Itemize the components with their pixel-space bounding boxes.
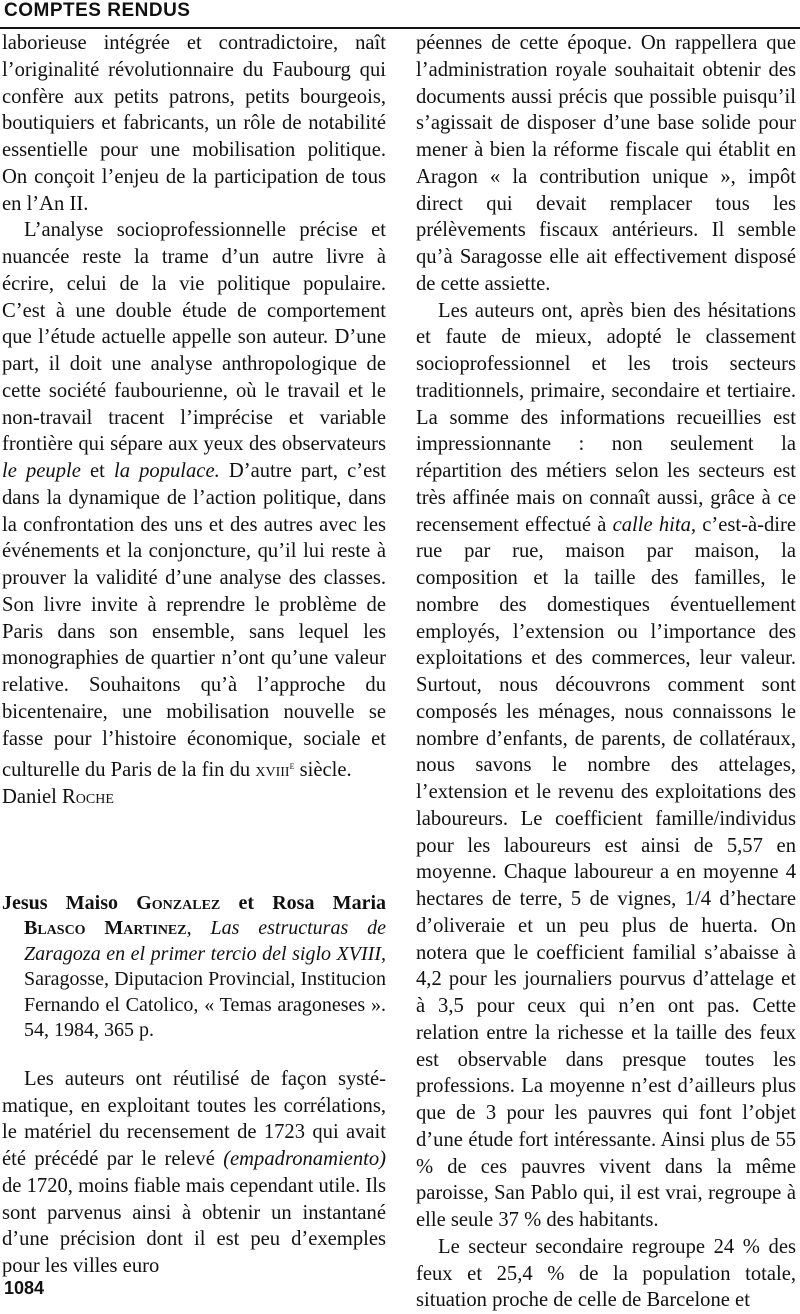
right-paragraph-3: Le secteur secondaire regroupe 24 % des feux et 25,4 % de la population totale, situation proche de celle de Barcelone et — [416, 1235, 796, 1312]
review-authors-c: et Rosa Maria — [220, 891, 386, 914]
left-p3-text-b: de 1720, moins fiable mais cependant utile. Ils sont parvenus ainsi à obtenir un instantané d’une précision dont il est peu d’exemples pour les villes euro — [2, 1174, 386, 1277]
header-rule — [0, 27, 800, 29]
right-paragraph-2 — [416, 298, 796, 1234]
left-p2-italic-peuple: le peuple — [2, 460, 81, 482]
left-p2-text-c: D’autre part, c’est dans la dynamique de l’action politique, dans la confrontation des uns et des autres avec les événements et la conjoncture, qu’il lui reste à prouver la validité d’une analyse des classes. Son livre invite à reprendre le problème de Paris dans son ensemble, sans lequel les monographies de quartier n’ont qu’une valeur relative. Souhaitons qu’à l’approche du bicentenaire, une mobilisation nouvelle se fasse pour l’histoire économique, sociale et culturelle du Paris de la fin du — [2, 460, 386, 782]
left-paragraph-1: laborieuse intégrée et contradictoire, naît l’originalité révolutionnaire du Faubourg qui confère aux petits patrons, petits bourgeois, boutiquiers et fabricants, un rôle de notabilité essentielle pour une mobilisation politique. On conçoit l’enjeu de la participation de tous en l’An II. — [2, 32, 386, 215]
review-signature — [2, 784, 386, 811]
review-authors-b: Gonzalez — [136, 891, 221, 914]
review-publication-details: Saragosse, Diputacion Provincial, Institucion Fernando el Catolico, « Temas aragoneses ». 54, 1984, 365 p. — [24, 968, 386, 1042]
right-column — [416, 30, 796, 1314]
left-p3-text-a: Les auteurs ont réutilisé de façon systématique, en exploitant toutes les corrélations, le matériel du recensement de 1723 qui avait été précédé par le relevé — [2, 1067, 386, 1170]
signature-first-name: Daniel — [2, 786, 63, 808]
left-p3-italic: (empadronamiento) — [223, 1148, 386, 1170]
review-body — [2, 1066, 386, 1280]
right-p2-text-a: Les auteurs ont, après bien des hésitations et faute de mieux, adopté le classement socioprofessionnel et les trois secteurs traditionnels, primaire, secondaire et tertiaire. La somme des informations recueillies est impressionnante : non seulement la répartition des métiers selon les secteurs est très affinée mais on connaît aussi, grâce à ce recensement effectué à — [416, 299, 796, 536]
left-paragraph-3 — [2, 1066, 386, 1280]
running-header: COMPTES RENDUS — [4, 0, 191, 21]
left-p2-end: siècle. — [294, 759, 352, 782]
left-paragraph-2 — [2, 217, 386, 784]
page-number: 1084 — [4, 1278, 45, 1298]
left-p2-italic-populace: la populace. — [113, 460, 220, 482]
right-paragraph-1: péennes de cette époque. On rappellera que l’administration royale souhaitait obtenir des documents aussi précis que possible puisqu’il s’agissait de disposer d’une base solide pour mener à bien la réforme fiscale qui établit en Aragon « la contribution unique », impôt direct qui devait remplacer tous les prélèvements fiscaux antérieurs. Il semble qu’à Saragosse elle ait effectivement disposé de cette assiette. — [416, 32, 796, 295]
review-book-title: Las estructuras de Zaragoza en el primer tercio del siglo XVIII, — [24, 917, 386, 965]
left-p2-century: xviii — [255, 759, 290, 782]
review-authors-d: Blasco Martinez — [24, 917, 187, 940]
review-citation — [2, 891, 386, 1044]
signature-last-name: Roche — [62, 786, 114, 808]
left-column — [2, 30, 386, 1280]
review-separator: , — [186, 917, 211, 940]
left-p2-text-b: et — [80, 460, 114, 482]
left-p2-century-sup: e — [289, 758, 295, 773]
right-p2-italic: calle hita, — [612, 513, 697, 536]
review-authors-a: Jesus Maiso — [2, 891, 137, 914]
right-p2-text-b: c’est-à-dire rue par rue, maison par maison, la composition et la taille des familles, le nombre des domestiques éventuellement employés, l’extension ou l’importance des exploitations et des commerces, leur valeur. Surtout, nous découvrons comment sont composés les ménages, nous connaissons le nombre d’enfants, de parents, de collatéraux, nous savons le nombre des attelages, l’extension et le revenu des exploitations des laboureurs. Le coefficient famille/individus pour les laboureurs est ainsi de 5,57 en moyenne. Chaque laboureur a en moyenne 4 hectares de terre, 5 de vignes, 1/4 d’hectare d’oliveraie et un peu plus de huerta. On notera que le coefficient familial s’abaisse à 4,2 pour les journaliers pourvus d’attelage et à 3,5 pour ceux qui n’en ont pas. Cette relation entre la richesse et la taille des feux est observable dans presque toutes les professions. La moyenne n’est d’ailleurs plus que de 3 pour les pauvres qui font l’objet d’une étude fort intéressante. Ainsi plus de 55 % de ces pauvres vivent dans la même paroisse, San Pablo qui, il est vrai, regroupe à elle seule 37 % des habitants. — [416, 513, 796, 1231]
left-p2-text-a: L’analyse socioprofessionnelle précise et nuancée reste la trame d’un autre livre à écrire, celui de la vie politique populaire. C’est à une double étude de comportement que l’étude actuelle appelle son auteur. D’une part, il doit une analyse anthropologique de cette société faubourienne, où le travail et le non-travail tracent l’imprécise et variable frontière qui sépare aux yeux des observateurs — [2, 219, 386, 456]
